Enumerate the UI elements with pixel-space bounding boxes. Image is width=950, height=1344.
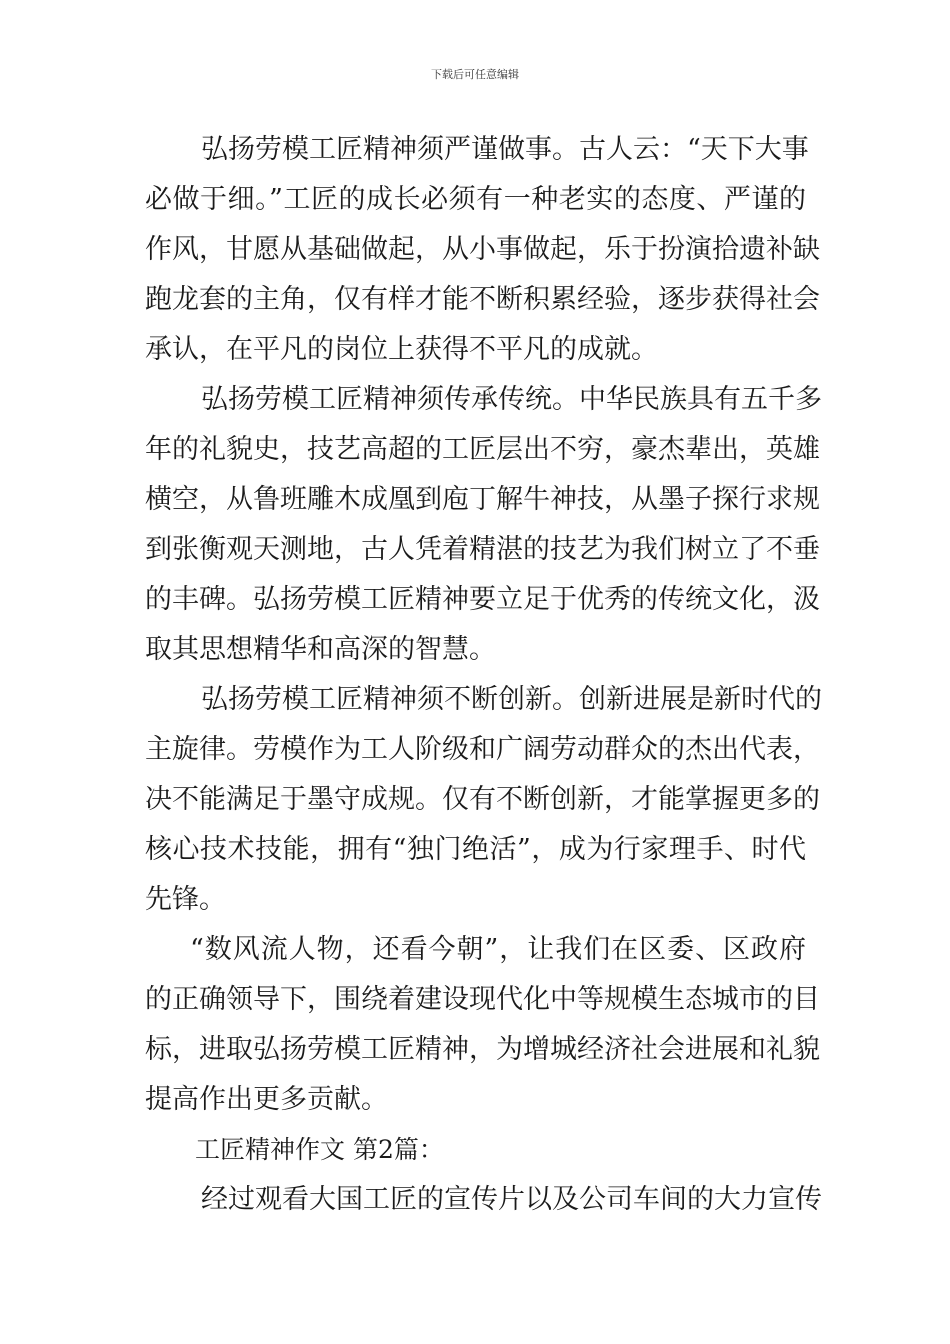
paragraph-line: 取其思想精华和高深的智慧。 bbox=[145, 634, 496, 665]
paragraph-line: 核心技术技能，拥有“独门绝活”，成为行家理手、时代 bbox=[145, 834, 806, 865]
paragraph-line: 标，进取弘扬劳模工匠精神，为增城经济社会进展和礼貌 bbox=[145, 1034, 820, 1065]
paragraph-line: 经过观看大国工匠的宣传片以及公司车间的大力宣传 bbox=[201, 1184, 822, 1215]
paragraph-line: 弘扬劳模工匠精神须严谨做事。古人云：“天下大事 bbox=[201, 134, 809, 165]
paragraph-line: 的正确领导下，围绕着建设现代化中等规模生态城市的目 bbox=[145, 984, 820, 1015]
paragraph-line: 承认，在平凡的岗位上获得不平凡的成就。 bbox=[145, 334, 658, 365]
paragraph-line: 年的礼貌史，技艺高超的工匠层出不穷，豪杰辈出，英雄 bbox=[145, 434, 820, 465]
paragraph-line: 到张衡观天测地，古人凭着精湛的技艺为我们树立了不垂 bbox=[145, 534, 820, 565]
page-header: 下载后可任意编辑 bbox=[431, 68, 519, 81]
paragraph-line: 横空，从鲁班雕木成凰到庖丁解牛神技，从墨子探行求规 bbox=[145, 484, 820, 515]
section-heading: 工匠精神作文 第2篇： bbox=[195, 1135, 444, 1164]
paragraph-line: “数风流人物，还看今朝”，让我们在区委、区政府 bbox=[190, 934, 806, 965]
paragraph-line: 的丰碑。弘扬劳模工匠精神要立足于优秀的传统文化，汲 bbox=[145, 584, 820, 615]
paragraph-line: 弘扬劳模工匠精神须不断创新。创新进展是新时代的 bbox=[201, 684, 822, 715]
paragraph-line: 主旋律。劳模作为工人阶级和广阔劳动群众的杰出代表， bbox=[145, 734, 820, 765]
paragraph-line: 提高作出更多贡献。 bbox=[145, 1084, 388, 1115]
paragraph-line: 先锋。 bbox=[145, 884, 226, 915]
paragraph-line: 弘扬劳模工匠精神须传承传统。中华民族具有五千多 bbox=[201, 384, 822, 415]
paragraph-line: 跑龙套的主角，仅有样才能不断积累经验，逐步获得社会 bbox=[145, 284, 820, 315]
paragraph-line: 必做于细。”工匠的成长必须有一种老实的态度、严谨的 bbox=[145, 184, 806, 215]
paragraph-line: 作风，甘愿从基础做起，从小事做起，乐于扮演拾遗补缺 bbox=[145, 234, 820, 265]
paragraph-line: 决不能满足于墨守成规。仅有不断创新，才能掌握更多的 bbox=[145, 784, 820, 815]
